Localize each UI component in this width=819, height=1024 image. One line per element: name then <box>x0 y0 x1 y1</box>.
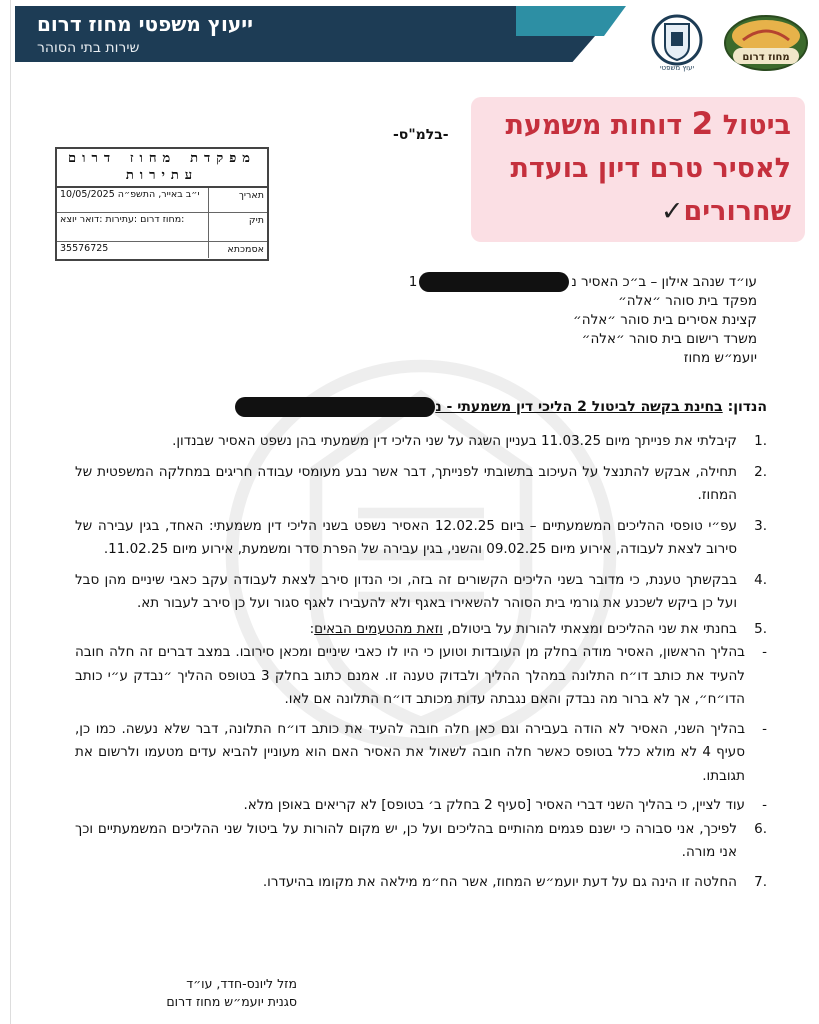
org-title: ייעוץ משפטי מחוז דרום <box>37 12 254 36</box>
stamp-value: :מחוז דרום :עתירות :דואר יוצא <box>60 214 185 225</box>
stamp-value: י״ב באייר, התשפ״ה 10/05/2025 <box>60 189 200 200</box>
stamp-header <box>57 149 267 188</box>
paragraph: .3 עפ״י טופסי ההליכים המשמעתיים – ביום 12.02.25 האסיר נשפט בשני הליכי דין משמעתי: האחד, בגין עבירה של סירוב לצאת לעבודה, אירוע מיום 09.02.25 והשני, בגין עבירה של הפרת סדר ומשמעת, אירוע מיום 11.02.25. <box>75 517 767 557</box>
addressee-item: קצינת אסירים בית סוהר ״אלה״ <box>573 312 757 328</box>
subject-line <box>235 397 767 417</box>
callout-line2: לאסיר טרם דיון בועדת <box>510 153 791 184</box>
callout-line1-pre: ביטול <box>713 110 791 141</box>
stamp-value: 35576725 <box>60 243 109 254</box>
redaction-bar <box>419 272 569 292</box>
bullet-item: - בהליך הראשון, האסיר מודה בחלק מן העובדות וטוען כי היו לו כאבי שיניים ומכאן סירובו. במצב דברים זה חלה חובה להעיד את כותב דו״ח התלונה במהלך ההליך ולבדוק טענה זו. אמנם כתוב בחלק 3 בטופס ההליך ״נבדק ע״י כותב הדו״ח״, אך לא ברור מה נבדק והאם נגבתה עדות מכותב דו״ח התלונה אם לאו. <box>75 644 767 707</box>
stamp-row-date <box>57 188 267 213</box>
paragraph: .4 בבקשתך טענת, כי מדובר בשני הליכים הקשורים זה בזה, וכי הנדון סירב לצאת לעבודה עקב כאבי שיניים מהן סבל ועל כן ביקש לשכנע את גורמי בית הסוהר להשאירו באגף ולא להעבירו לאגף סגור ועל כן סירב לעבור תא. <box>75 571 767 611</box>
redaction-bar <box>235 397 435 417</box>
stamp-row-reference <box>57 242 267 258</box>
subject-text: בחינת בקשה לביטול 2 הליכי דין משמעתי - נ <box>435 399 723 415</box>
callout-line3: שחרורים <box>683 196 791 227</box>
reference-stamp <box>55 147 269 261</box>
paragraph: .2 תחילה, אבקש להתנצל על העיכוב בתשובתי לפנייתך, דבר אשר נבע מעומסי עבודה חריגים במחלקה המשפטית של המחוז. <box>75 463 767 503</box>
signature-block <box>166 975 297 1011</box>
logo-right-text: יעוץ משפטי <box>659 64 695 72</box>
stamp-title-1: מפקדת מחוז דרום <box>68 151 256 166</box>
legal-counsel-emblem-icon <box>643 12 711 72</box>
checkmark-icon: ✓ <box>660 196 684 227</box>
paragraph: .7 החלטה זו הינה גם על דעת יועמ״ש המחוז, אשר הח״מ מילאה את מקומו בהיעדרו. <box>262 873 767 890</box>
bullet-item: - עוד לציין, כי בהליך השני דברי האסיר [סעיף 2 בחלק ב׳ בטופס] לא קריאים באופן מלא. <box>243 797 767 813</box>
logo-left-text: מחוז דרום <box>742 52 790 63</box>
document-page <box>10 0 817 1024</box>
stamp-title-2: עתירות <box>125 168 199 183</box>
signer-title: סגנית יועמ״ש מחוז דרום <box>166 994 297 1009</box>
callout-line1-post: דוחות משמעת <box>505 110 692 141</box>
signer-name: מזל ליונס-חדד, עו״ד <box>186 976 297 991</box>
stamp-label: אסמכתא <box>208 242 267 258</box>
stamp-label: תיק <box>208 213 267 241</box>
paragraph: .1 קיבלתי את פנייתך מיום 11.03.25 בעניין השגה על שני הליכי דין משמעתי בהן נשפט האסיר שבנדון. <box>172 433 767 449</box>
addressee-item: עו״ד שנהב אילון – ב״כ האסיר נ1 <box>408 274 757 290</box>
paragraph: .5 בחנתי את שני ההליכים ומצאתי להורות על ביטולם, וזאת מהטעמים הבאים: <box>309 620 767 637</box>
callout-number: 2 <box>691 106 714 142</box>
addressee-item: משרד רישום בית סוהר ״אלה״ <box>581 331 757 347</box>
addressee-list <box>409 272 757 368</box>
addressee-item: מפקד בית סוהר ״אלה״ <box>618 293 757 309</box>
southern-district-logo-icon <box>723 14 809 72</box>
bullet-item: - בהליך השני, האסיר לא הודה בעבירה וגם כאן חלה חובה להעיד את כותב דו״ח התלונה, דבר שלא נעשה. כמו כן, סעיף 4 לא מולא כלל בטופס כאשר חלה חובה לשאול את האסיר האם הוא מעוניין להביא עדים מטעמו ולרשום את תגובתו. <box>75 720 767 784</box>
subject-label: הנדון: <box>727 399 767 415</box>
addressee-item: יועמ״ש מחוז <box>683 350 757 366</box>
classification-label: -בלמ"ס- <box>393 127 449 143</box>
paragraph: .6 לפיכך, אני סבורה כי ישנם פגמים מהותיים בהליכים ועל כן, יש מקום להורות על ביטול שני ההליכים המשמעתיים וכך אני מורה. <box>75 820 767 860</box>
highlight-callout <box>471 97 805 242</box>
stamp-row-file <box>57 213 267 242</box>
stamp-label: תאריך <box>208 188 267 212</box>
letter-body <box>75 430 767 894</box>
org-subtitle: שירות בתי הסוהר <box>37 40 140 56</box>
